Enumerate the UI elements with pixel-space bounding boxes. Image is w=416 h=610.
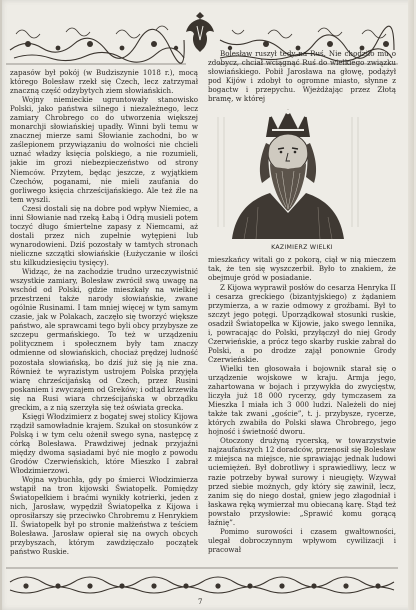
paragraph: Widząc, że na zachodzie trudno urzeczywistnić wszystkie zamiary, Bolesław zwrócił swą uwagę na wschód od Polski, gdzie mieszkały na wielkiej przestrzeni także narody słowiańskie, zwane ogólnie Rusinami. I tam mniej więcej w tym samym czasie, jak w Polakach, zaczęło się tworzyć większe państwo, ale sprawcami tego byli obcy przybysze ze szczepu germańskiego. To też w urządzeniu politycznem i społecznem były tam znaczy odmienne od słowiańskich, chociaż prędzej ludność pozostała słowiańską, bo dziś już się ją nie zna. Również te wyrazistym ustrojem Polska przyjęła wiarę chrześcijańską od Czech, przez Rusini poskaniem i zwyczajem od Greków; i odtąd krzewiła się na Rusi wiara chrześcijańska w obrządku greckim, a z nią szerzyła się też oświata grecka. [10,267,198,412]
paragraph: Z Kijowa wyprawił posłów do cesarza Henryka II i cesarza greckiego (bizantyjskiego) z żądaniem przymierza, a w razie odmowy z groźbami. Był to szczyt jego potęgi. Uporządkował stosunki ruskie, osadził Światopełka w Kijowie, jako swego lennika, i, powracając do Polski, przyłączył do niej Grody Czerwieńskie, a prócz tego skarby ruskie zabrał do Polski, a po drodze zajął ponownie Grody Czerwieńskie. [208,282,396,364]
portrait-caption: KAZIMIERZ WIELKI [271,244,333,252]
paragraph: Wojna wybuchła, gdy po śmierci Włodzimierza wstąpił na tron kijowski Światopełk. Pomiędzy Światopełkiem i braćmi wynikły kotrierki, jeden z nich, Jarosław, wypędził Światopełka z Kijowa i oprosiłarszy się przeciwko Chrobremu z Henrykiem II. Światopełk był po stronie małżeństwa z teściem Bolesława. Jarosław opierał się na owych obcych przybyszach, którym zawdzięczało początek państwo Ruskie. [10,475,198,557]
paragraph: Otoczony drużyną rycerską, w towarzystwie najzaufańszych 12 doradców, przenosił się Bolesław z miejsca na miejsce, nie sprawiając jednak ludowi uciemiężeń. Był dobrotliwy i sprawiedliwy, lecz w razie potrzeby bywał surowy i nieugięty. Wzywał przed siebie możnych, gdy który się zawinił, lecz, zanim się do niego dostał, gniew jego złagodniał i łaskawa ręką wymierzał mu obiecaną karę. Stąd też powstało przysłowie: „Sprawić komu gorącą łaźnię”. [208,436,396,527]
paragraph: Księgi Włodzimierz z bogatej swej stolicy Kijowa rządził samowładnie krajem. Szukał on stosunków z Polską i w tym celu ożenił swego syna, następcę z córką Bolesława. Prawdziwej jednak przyjaźni między dwoma sąsiadami być nie mogło z powodu Grodów Czerwieńskich, które Mieszko I zabrał Włodzimierzowi. [10,411,198,476]
paragraph: Wielki ten głosowała i bojownik starał się o urządzenie wojskowe w kraju. Armja jego, zahartowana w bojach i przywykła do zwycięstw, liczyła już 18 000 rycerzy, gdy tymczasem za Mieszka I miała ich 3 000 ludzi. Należeli do niej także tak zwani „goście”, t. j. przybysze, rycerze, których zwabiła do Polski sława Chrobrego, jego hojność i świetność dworu. [208,363,396,437]
eagle-emblem-icon [184,10,216,54]
paragraph: mieszkańcy witali go z pokorą, ciął w nią mieczem tak, że ten się wyszczerbił. Było to znakiem, że obejmuje gród w posiadanie. [208,255,396,283]
paragraph: Wojny niemieckie ugruntowały stanowisko Polski, jako państwa silnego i niezależnego, lecz zamiary Chrobrego co do utworzenia większej monarchji słowiańskiej upadły. Winni byli temu w znacznej mierze sami Słowianie zachodni, bo w zaślepionem przywiązaniu do wolności nie chcieli uznać władzy księcia polskiego, a nie rozumieli, jakie im grozi niebezpieczeństwo od strony Niemców. Przytem, będąc jeszcze, z wyjątkiem Czechów, poganami, nie mieli zaufania do gorliwego księcia chrześcijańskiego. Ale też źle na tem wyszli. [10,95,198,204]
bottom-ornamental-border [6,566,398,598]
page [2,0,414,610]
right-column-intro [208,49,396,103]
page-number: 7 [198,598,203,606]
paragraph: Pomimo surowości i czasem gwałtowności, ulegał dobroczynnym wpływom cywilizacji i pracował [208,526,396,554]
paragraph: Bolesław ruszył tedy na Ruś. Nie chodziło mu o zdobycz, chciał wciągnąć Ruś do wielkiego związku słowiańskiego. Pobił Jarosława na głowę, podążył pod Kijów i zdobył to ogromne miasto, słynne z bogactw i przepychu. Wjeżdżając przez Złotą bramę, w której [208,49,396,104]
right-text-column [208,49,396,569]
page-fold-shadow [408,0,414,610]
paragraph: zapasów był pokój (w Budziszynie 1018 r.), mocą którego Bolesław rzekł się Czech, lecz zatrzymał znaczną część odzybytych ziem słowiańskich. [10,68,198,96]
portrait-illustration [208,107,368,239]
paragraph: Czesi dostali się na dobre pod wpływ Niemiec, a inni Słowianie nad rzeką Łabą i Odrą musieli potem toczyć długo śmiertelne zapasy z Niemcami, aż dostali przez nich zupełnie wytępieni lub wynarodowieni. Dziś pozostały w tamtych stronach nieliczne szczątki słowiańskie (Łużyczanie w ilości stu kilkudziesięciu tysięcy). [10,203,198,267]
left-text-column [10,68,198,570]
